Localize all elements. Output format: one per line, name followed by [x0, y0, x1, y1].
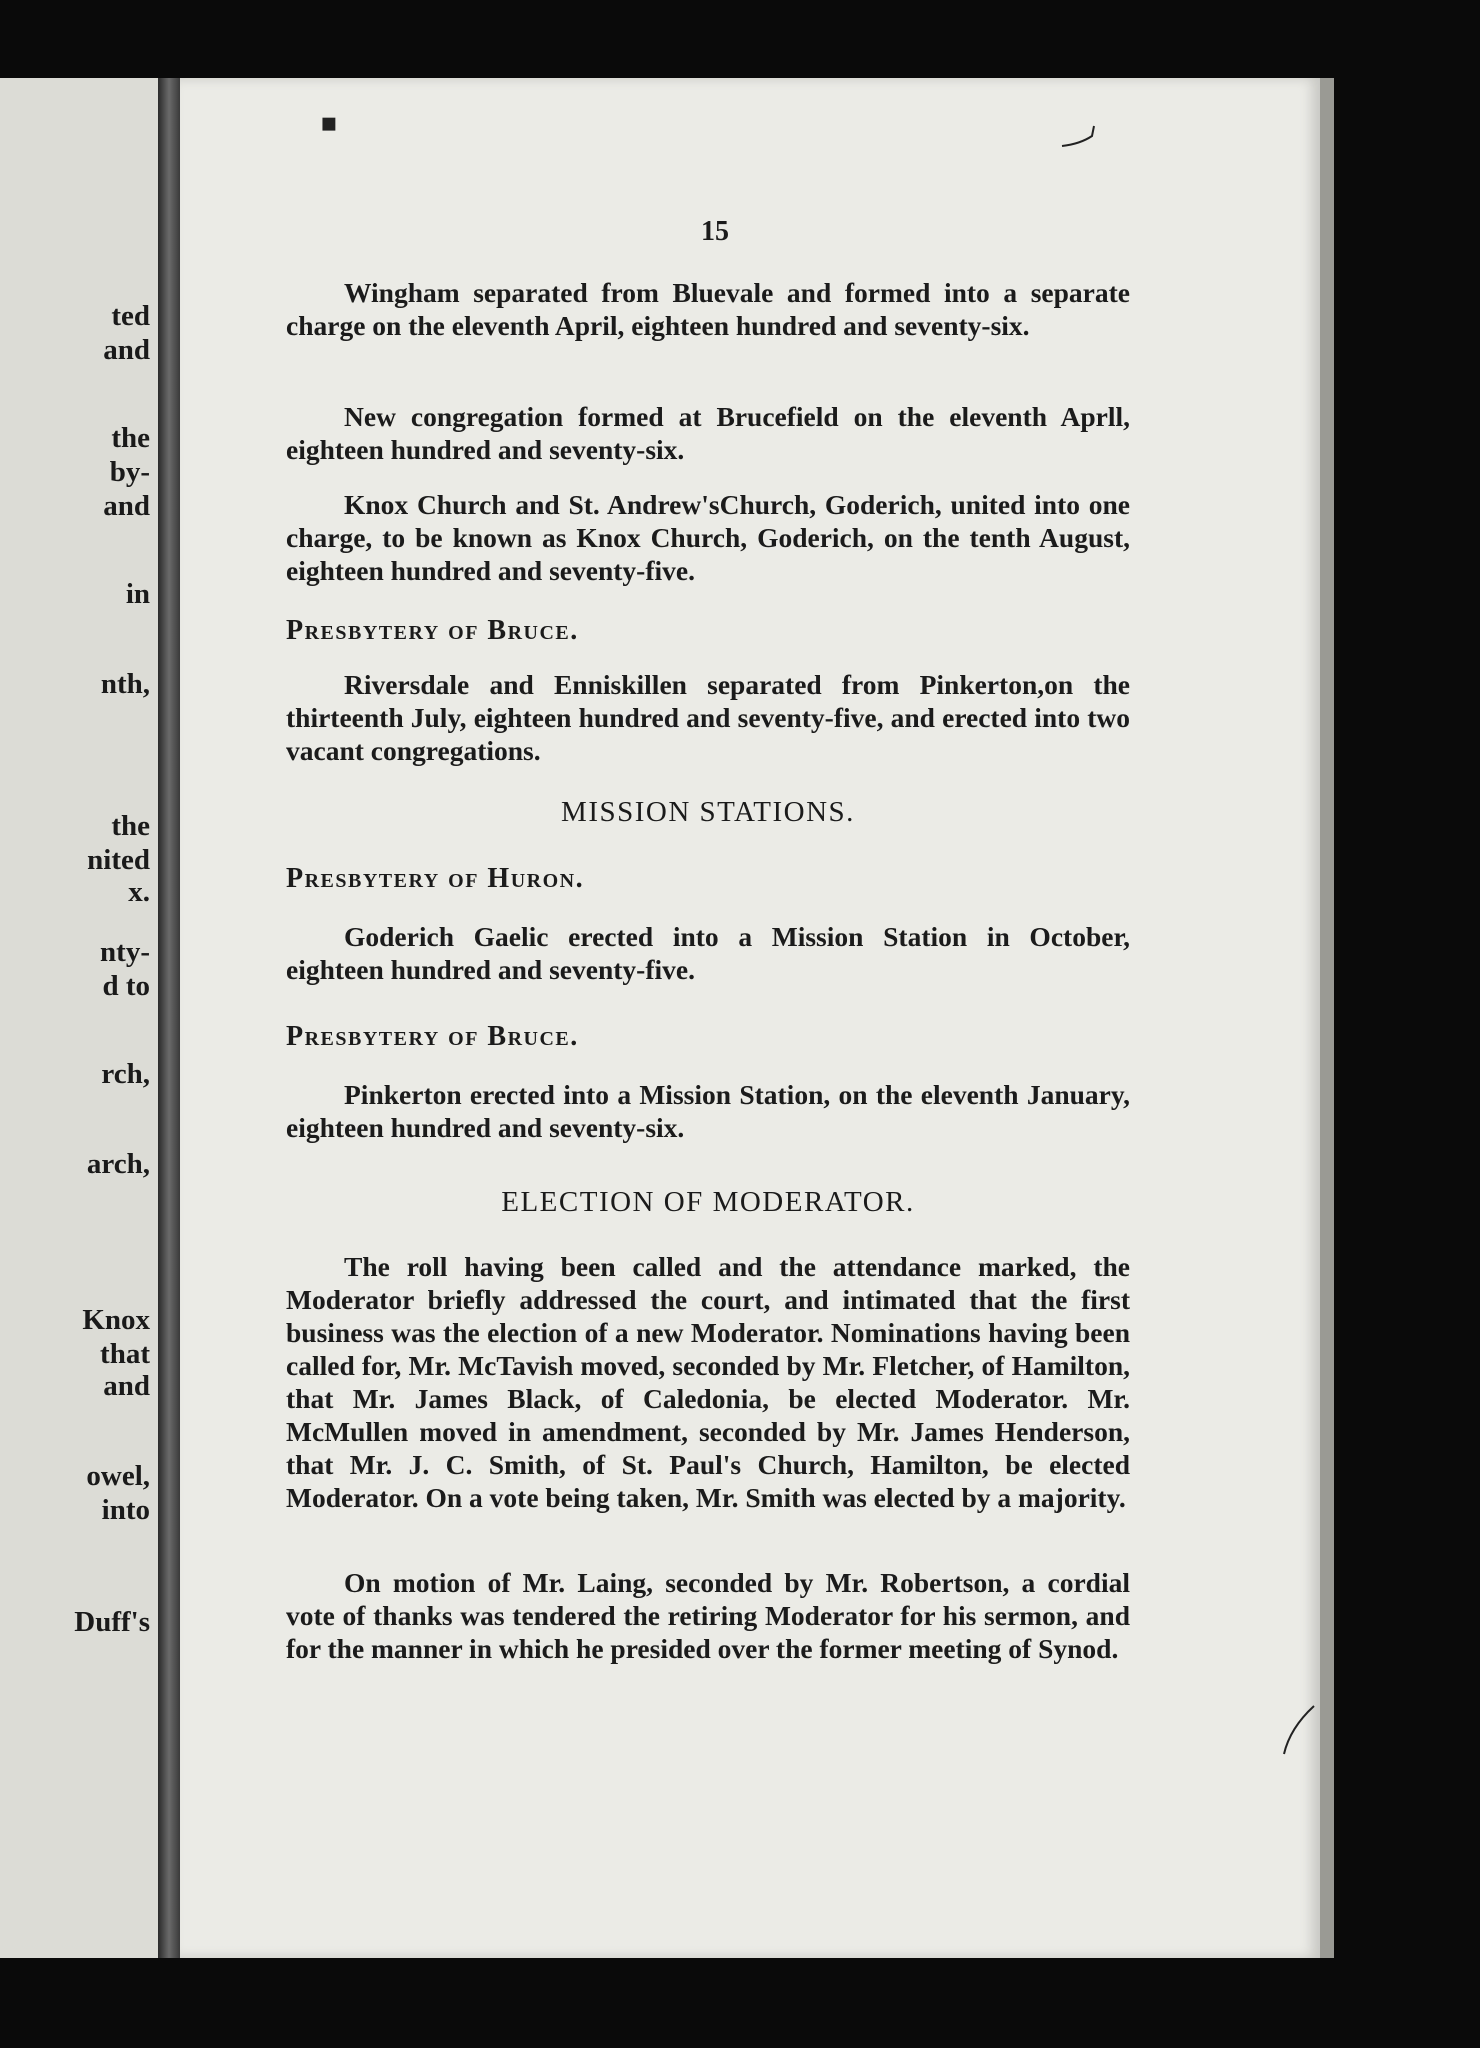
paragraph-roll-called: The roll having been called and the attendance marked, the Moderator briefly addressed the court, and intimated that the first business was the election of a new Moderator. Nominations having been called for, Mr. McTavish moved, seconded by Mr. Fletcher, of Hamilton, that Mr. James Black, of Caledonia, be elected Moderator. Mr. McMullen moved in amendment, seconded by Mr. James Henderson, that Mr. J. C. Smith, of St. Paul's Church, Hamilton, be elected Moderator. On a vote being taken, Mr. Smith was elected by a majority.: [286, 1251, 1130, 1513]
left-page-fragment: x.: [128, 876, 150, 908]
left-page-fragment: into: [101, 1494, 150, 1526]
heading-election-of-moderator: ELECTION OF MODERATOR.: [501, 1186, 915, 1218]
left-page-fragment: Duff's: [74, 1606, 150, 1638]
left-page-fragment: the: [111, 422, 150, 454]
subheading-presbytery-huron: Presbytery of Huron.: [286, 863, 585, 894]
book-gutter: [158, 78, 180, 1958]
heading-mission-stations: MISSION STATIONS.: [561, 796, 855, 828]
left-page-fragment: in: [125, 578, 150, 610]
left-page-fragment: and: [103, 1370, 150, 1402]
page-edge: [1320, 78, 1334, 1958]
paragraph-knox-church: Knox Church and St. Andrew'sChurch, Goderich, united into one charge, to be known as Knox Church, Goderich, on the tenth August, eighteen hundred and seventy-five.: [286, 489, 1130, 586]
subheading-presbytery-bruce-2: Presbytery of Bruce.: [286, 1021, 579, 1052]
left-page-fragment: Knox: [82, 1304, 150, 1336]
left-page-fragment: the: [111, 810, 150, 842]
left-page-fragment: nth,: [100, 668, 150, 700]
pencil-mark-icon: [1060, 122, 1100, 152]
left-page-fragment: rch,: [101, 1058, 150, 1090]
paragraph-pinkerton: Pinkerton erected into a Mission Station, on the eleventh January, eighteen hundred and seventy-six.: [286, 1079, 1130, 1143]
left-page-edge: [0, 78, 158, 1958]
paragraph-vote-of-thanks: On motion of Mr. Laing, seconded by Mr. Robertson, a cordial vote of thanks was tendered the retiring Moderator for his sermon, and for the manner in which he presided over the former meeting of Synod.: [286, 1567, 1130, 1664]
left-page-fragment: by-: [109, 456, 150, 488]
left-page-fragment: ted: [111, 300, 150, 332]
subheading-presbytery-bruce: Presbytery of Bruce.: [286, 615, 579, 646]
paragraph-riversdale: Riversdale and Enniskillen separated from Pinkerton,on the thirteenth July, eighteen hundred and seventy-five, and erected into two vacant congregations.: [286, 669, 1130, 766]
paragraph-wingham: Wingham separated from Bluevale and formed into a separate charge on the eleventh April, eighteen hundred and seventy-six.: [286, 277, 1130, 341]
left-page-fragment: nty-: [100, 936, 150, 968]
left-page-fragment: and: [103, 334, 150, 366]
left-page-fragment: owel,: [86, 1460, 150, 1492]
pencil-stroke-icon: [1280, 1698, 1320, 1758]
paragraph-goderich-gaelic: Goderich Gaelic erected into a Mission Station in October, eighteen hundred and seventy-five.: [286, 921, 1130, 985]
left-page-fragment: nited: [87, 844, 150, 876]
left-page-fragment: arch,: [86, 1148, 150, 1180]
document-page: [180, 78, 1320, 1958]
left-page-fragment: d to: [102, 970, 150, 1002]
page-number: 15: [701, 216, 729, 247]
paragraph-brucefield: New congregation formed at Brucefield on the eleventh Aprll, eighteen hundred and seventy-six.: [286, 401, 1130, 465]
left-page-fragment: that: [100, 1338, 150, 1370]
ink-speck-mark: ▪: [320, 108, 338, 138]
left-page-fragment: and: [103, 490, 150, 522]
